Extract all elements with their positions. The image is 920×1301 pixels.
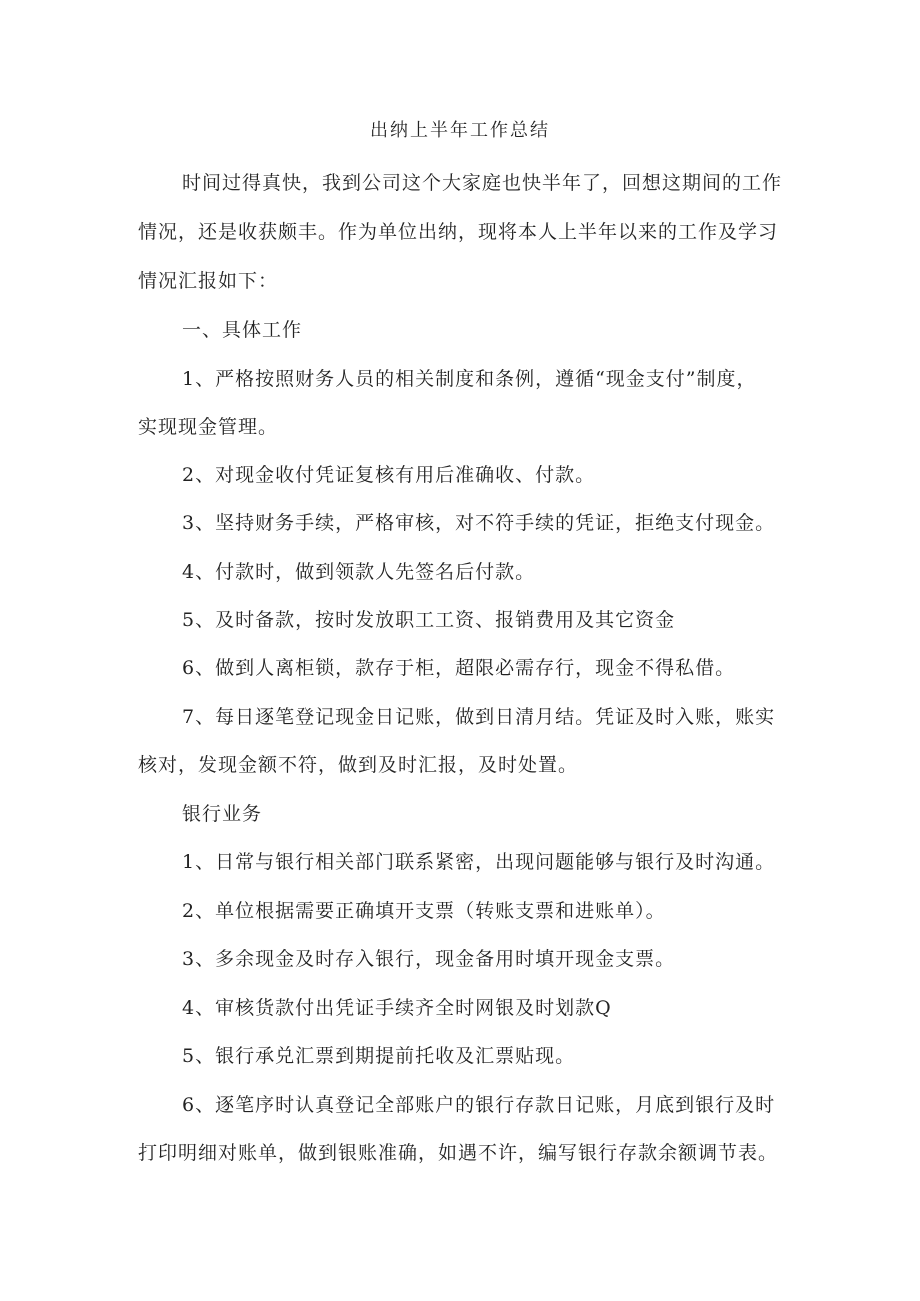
work-item-6: 6、做到人离柜锁，款存于柜，超限必需存行，现金不得私借。 — [182, 657, 736, 679]
work-item-2: 2、对现金收付凭证复核有用后准确收、付款。 — [182, 464, 596, 486]
bank-item-6-line-1: 6、逐笔序时认真登记全部账户的银行存款日记账，月底到银行及时 — [182, 1094, 776, 1116]
work-item-5: 5、及时备款，按时发放职工工资、报销费用及其它资金 — [182, 609, 676, 631]
bank-item-6-line-2: 打印明细对账单，做到银账准确，如遇不许，编写银行存款余额调节表。 — [138, 1142, 779, 1164]
bank-item-5: 5、银行承兑汇票到期提前托收及汇票贴现。 — [182, 1045, 576, 1067]
intro-line-1: 时间过得真快，我到公司这个大家庭也快半年了，回想这期间的工作 — [182, 172, 783, 194]
intro-line-2: 情况，还是收获颇丰。作为单位出纳，现将本人上半年以来的工作及学习 — [138, 221, 779, 243]
work-item-1-line-1: 1、严格按照财务人员的相关制度和条例，遵循“现金支付”制度， — [182, 368, 757, 390]
document-title: 出纳上半年工作总结 — [370, 120, 550, 141]
bank-item-2: 2、单位根据需要正确填开支票（转账支票和进账单）。 — [182, 900, 666, 922]
intro-line-3: 情况汇报如下： — [138, 270, 279, 292]
bank-item-3: 3、多余现金及时存入银行，现金备用时填开现金支票。 — [182, 948, 676, 970]
bank-item-4: 4、审核货款付出凭证手续齐全时网银及时划款Q — [182, 997, 612, 1019]
work-item-3: 3、坚持财务手续，严格审核，对不符手续的凭证，拒绝支付现金。 — [182, 512, 776, 534]
work-item-4: 4、付款时，做到领款人先签名后付款。 — [182, 561, 536, 583]
section-heading-bank: 银行业务 — [182, 803, 263, 825]
work-item-7-line-1: 7、每日逐笔登记现金日记账，做到日清月结。凭证及时入账，账实 — [182, 706, 776, 728]
section-heading-work: 一、具体工作 — [182, 319, 303, 341]
bank-item-1: 1、日常与银行相关部门联系紧密，出现问题能够与银行及时沟通。 — [182, 851, 776, 873]
work-item-7-line-2: 核对，发现金额不符，做到及时汇报，及时处置。 — [138, 754, 579, 776]
work-item-1-line-2: 实现现金管理。 — [138, 416, 279, 438]
